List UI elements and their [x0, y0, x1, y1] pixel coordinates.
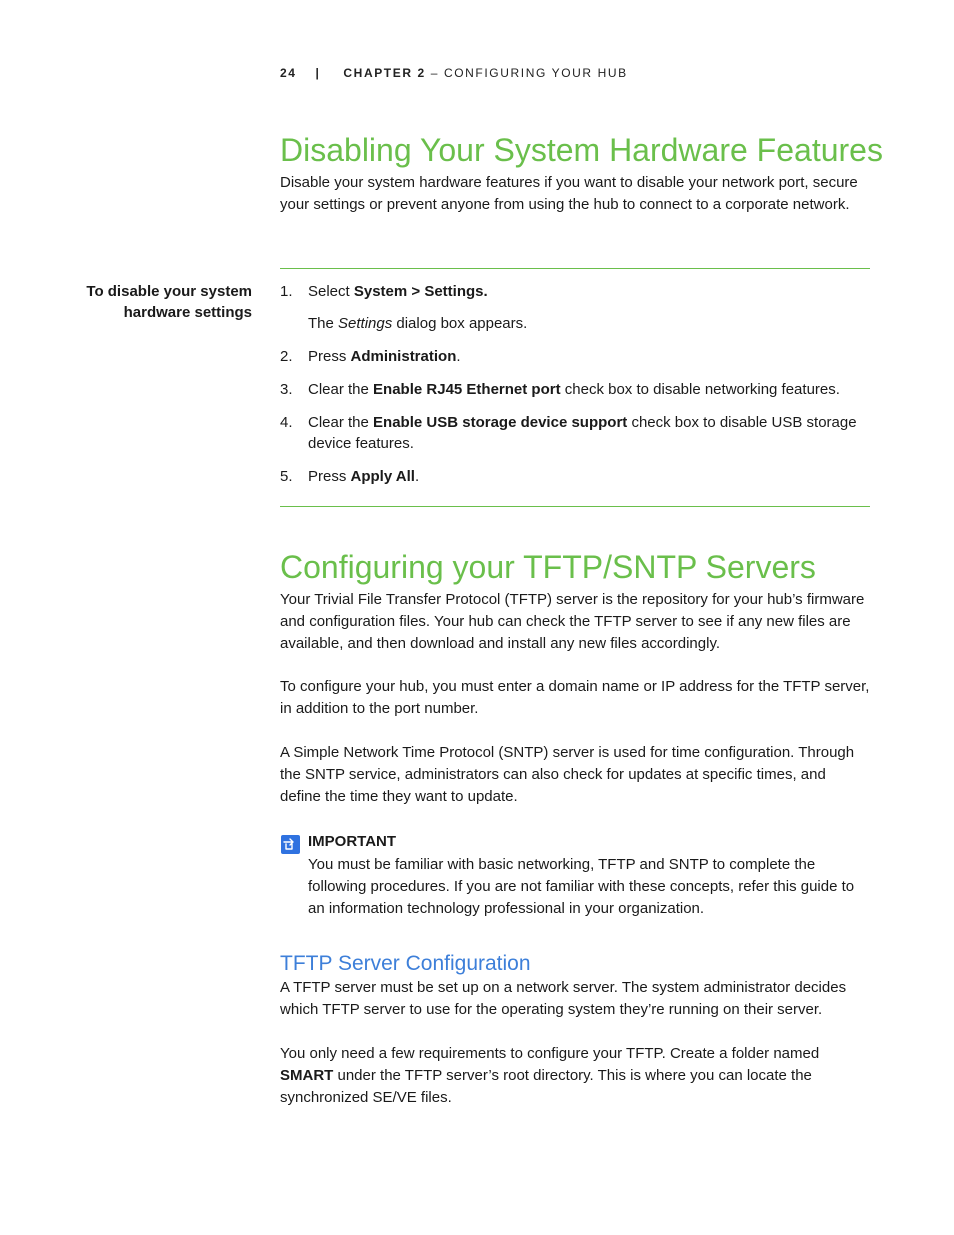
step-ui-term: System > Settings. — [353, 283, 488, 300]
step-text: Clear the — [308, 381, 374, 398]
step-1-result — [280, 313, 870, 334]
chapter-label: CHAPTER 2 — [343, 66, 426, 80]
step-number: 5. — [280, 468, 293, 485]
divider-top — [280, 268, 870, 269]
subsection-title-tftp-config: TFTP Server Configuration — [280, 952, 531, 975]
step-number: 4. — [280, 414, 293, 431]
step-text-end: . — [456, 348, 461, 365]
step-number: 2. — [280, 348, 293, 365]
para-text-end: under the TFTP server’s root directory. This is where you can locate the synchronized SE/VE files. — [280, 1067, 812, 1106]
section-intro: Disable your system hardware features if you want to disable your network port, secure your settings or prevent anyone from using the hub to connect to a corporate network. — [280, 174, 858, 213]
step-ui-term: Apply All — [350, 468, 415, 485]
step-text: Select — [308, 283, 354, 300]
section-title-disabling: Disabling Your System Hardware Features — [280, 132, 883, 168]
important-title: IMPORTANT — [308, 833, 397, 850]
running-header — [280, 66, 628, 80]
section-title-tftp-sntp: Configuring your TFTP/SNTP Servers — [280, 549, 816, 585]
side-heading-line1: To disable your system — [86, 283, 252, 300]
result-text-end: dialog box appears. — [392, 315, 528, 332]
step-text: Clear the — [308, 414, 374, 431]
tftp-config-paragraph-2 — [280, 1043, 870, 1109]
divider-bottom — [280, 506, 870, 507]
header-separator: | — [315, 66, 321, 80]
step-text-end: . — [414, 468, 420, 485]
procedure-step-3 — [280, 379, 870, 400]
step-number: 1. — [280, 283, 293, 300]
step-text: Press — [308, 468, 351, 485]
procedure-side-heading — [40, 281, 252, 323]
procedure-step-2 — [280, 346, 870, 367]
result-dialog-name: Settings — [338, 315, 393, 332]
page-number: 24 — [280, 66, 297, 80]
folder-name: SMART — [280, 1067, 334, 1084]
step-number: 3. — [280, 381, 293, 398]
tftp-paragraph-1: Your Trivial File Transfer Protocol (TFTP) server is the repository for your hub’s firmware and configuration files. Your hub can check the TFTP server to see if any new files are available, and then download and install any new files accordingly. — [280, 591, 865, 652]
step-text-end: check box to disable networking features. — [560, 381, 840, 398]
procedure-step-1 — [280, 281, 870, 302]
tftp-config-paragraph-1: A TFTP server must be set up on a network server. The system administrator decides which TFTP server to use for the operating system they’re running on their server. — [280, 979, 847, 1018]
pointing-hand-icon — [281, 835, 300, 854]
important-body: You must be familiar with basic networking, TFTP and SNTP to complete the following procedures. If you are not familiar with these concepts, refer this guide to an information technology professional in your organization. — [308, 856, 855, 917]
side-heading-line2: hardware settings — [123, 304, 252, 321]
step-text: Press — [308, 348, 351, 365]
step-ui-term: Administration — [350, 348, 457, 365]
chapter-title: – CONFIGURING YOUR HUB — [425, 66, 628, 80]
step-ui-term: Enable USB storage device support — [373, 414, 628, 431]
step-text-end: check box to disable USB storage device features. — [308, 414, 857, 452]
step-ui-term: Enable RJ45 Ethernet port — [373, 381, 561, 398]
para-text: You only need a few requirements to configure your TFTP. Create a folder named — [280, 1045, 820, 1062]
sntp-paragraph: A Simple Network Time Protocol (SNTP) server is used for time configuration. Through the SNTP service, administrators can also check for updates at specific times, and define the time they want to update. — [280, 744, 855, 805]
result-text: The — [308, 315, 339, 332]
tftp-paragraph-2: To configure your hub, you must enter a domain name or IP address for the TFTP server, in addition to the port number. — [280, 678, 870, 717]
procedure-step-4 — [280, 412, 870, 454]
procedure-step-5 — [280, 466, 870, 487]
